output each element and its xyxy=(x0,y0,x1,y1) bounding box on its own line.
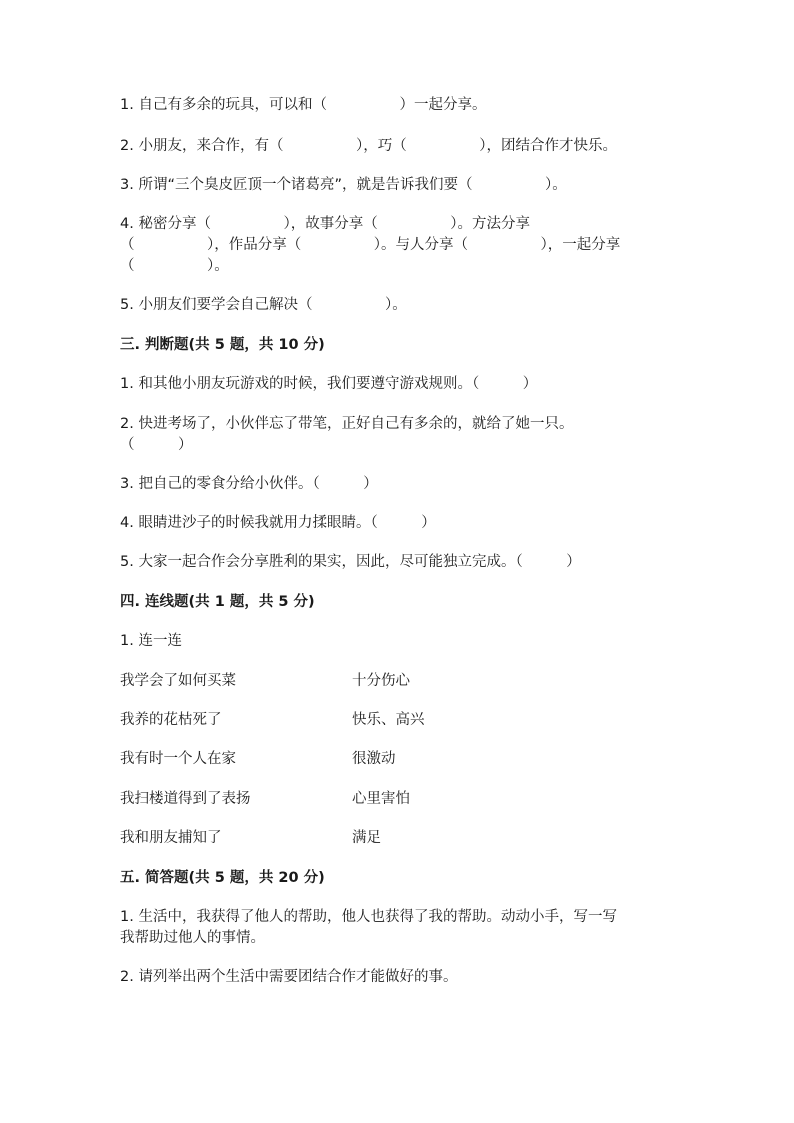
judgment-question-3: 3. 把自己的零食分给小伙伴。（ ） xyxy=(120,476,378,492)
fill-question-4-line-2: （ ），作品分享（ ）。与人分享（ ），一起分享 xyxy=(120,237,621,253)
match-right-item: 心里害怕 xyxy=(352,791,410,807)
judgment-question-1: 1. 和其他小朋友玩游戏的时候，我们要遵守游戏规则。（ ） xyxy=(120,376,538,392)
judgment-question-5: 5. 大家一起合作会分享胜利的果实，因此，尽可能独立完成。（ ） xyxy=(120,554,581,570)
match-left-item: 我有时一个人在家 xyxy=(120,751,236,767)
match-right-item: 十分伤心 xyxy=(352,673,410,689)
match-right-item: 很激动 xyxy=(352,751,396,767)
fill-question-3: 3. 所谓“三个臭皮匠顶一个诸葛亮”，就是告诉我们要（ ）。 xyxy=(120,177,567,193)
fill-question-4-line-1: 4. 秘密分享（ ），故事分享（ ）。方法分享 xyxy=(120,216,530,232)
section-heading-judgment: 三. 判断题(共 5 题，共 10 分) xyxy=(120,337,325,353)
short-answer-question-2: 2. 请列举出两个生活中需要团结合作才能做好的事。 xyxy=(120,969,458,985)
section-heading-short-answer: 五. 简答题(共 5 题，共 20 分) xyxy=(120,870,325,886)
short-answer-question-1-line-2: 我帮助过他人的事情。 xyxy=(120,930,265,946)
match-right-item: 快乐、高兴 xyxy=(352,712,425,728)
fill-question-5: 5. 小朋友们要学会自己解决（ ）。 xyxy=(120,297,407,313)
match-right-item: 满足 xyxy=(352,830,381,846)
match-left-item: 我扫楼道得到了表扬 xyxy=(120,791,251,807)
fill-question-4-line-3: （ ）。 xyxy=(120,258,229,274)
short-answer-question-1-line-1: 1. 生活中，我获得了他人的帮助，他人也获得了我的帮助。动动小手，写一写 xyxy=(120,909,617,925)
section-heading-matching: 四. 连线题(共 1 题，共 5 分) xyxy=(120,594,315,610)
fill-question-1: 1. 自己有多余的玩具，可以和（ ）一起分享。 xyxy=(120,97,487,113)
match-left-item: 我和朋友捕知了 xyxy=(120,830,222,846)
fill-question-2: 2. 小朋友，来合作，有（ ），巧（ ），团结合作才快乐。 xyxy=(120,138,617,154)
judgment-question-4: 4. 眼睛进沙子的时候我就用力揉眼睛。（ ） xyxy=(120,515,436,531)
matching-question-1: 1. 连一连 xyxy=(120,633,182,649)
match-left-item: 我养的花枯死了 xyxy=(120,712,222,728)
match-left-item: 我学会了如何买菜 xyxy=(120,673,236,689)
judgment-question-2-line-2: （ ） xyxy=(120,437,193,453)
judgment-question-2-line-1: 2. 快进考场了，小伙伴忘了带笔，正好自己有多余的，就给了她一只。 xyxy=(120,416,574,432)
